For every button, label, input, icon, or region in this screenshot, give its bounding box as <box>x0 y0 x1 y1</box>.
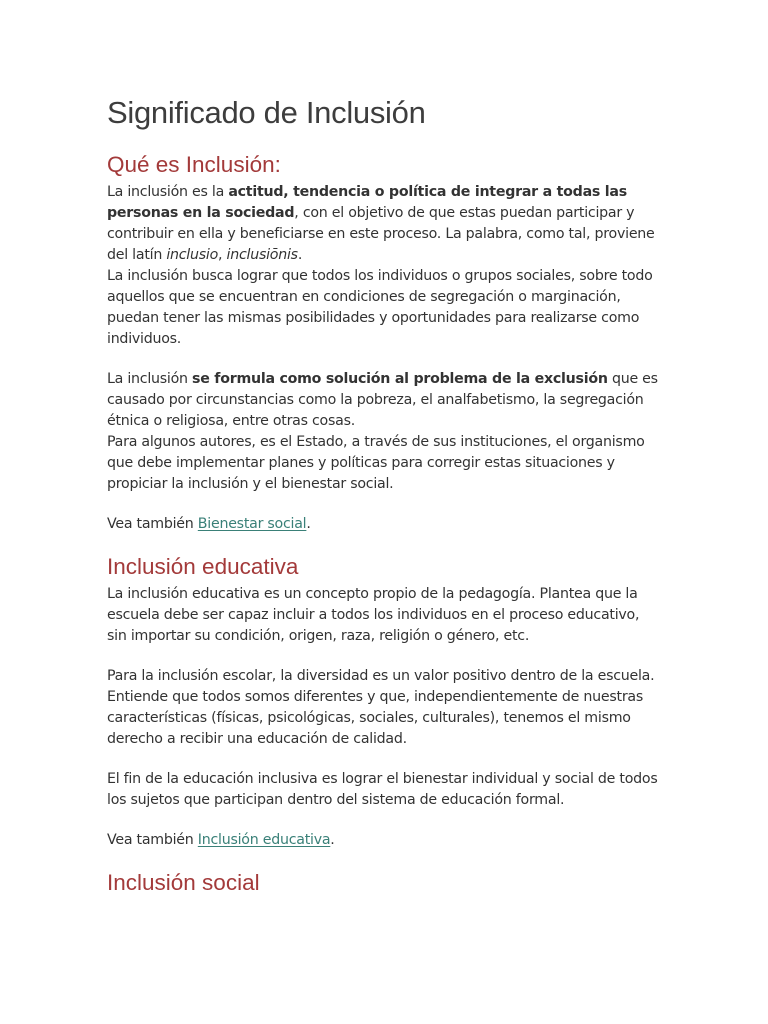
see-also-prefix: Vea también <box>107 516 198 532</box>
paragraph-diversity: Para la inclusión escolar, la diversidad es un valor positivo dentro de la escuela. Entiende que todos somos diferentes y que, independientemente de nuestras características (físicas, psicológicas, sociales, culturales), tenemos el mismo derecho a recibir una educación de calidad. <box>107 668 655 747</box>
article <box>107 93 663 898</box>
section-heading-inclusion-educativa: Inclusión educativa <box>107 554 299 579</box>
page-title: Significado de Inclusión <box>107 95 426 130</box>
paragraph-definition <box>107 182 663 266</box>
see-also <box>107 830 663 851</box>
text: , <box>218 247 227 263</box>
text: La inclusión <box>107 371 193 387</box>
paragraph-solution <box>107 369 663 432</box>
bold-text: actitud, tendencia o política de integrar a todas las personas en la sociedad <box>107 184 627 221</box>
paragraph-purpose: La inclusión busca lograr que todos los individuos o grupos sociales, sobre todo aquellos que se encuentran en condiciones de segregación o marginación, puedan tener las mismas posibilidades y oportunidades para realizarse como individuos. <box>107 268 653 347</box>
italic-text: inclusiōnis <box>226 247 298 263</box>
paragraph-goal: El fin de la educación inclusiva es lograr el bienestar individual y social de todos los sujetos que participan dentro del sistema de educación formal. <box>107 771 658 808</box>
see-also-suffix: . <box>330 832 335 848</box>
paragraph-state: Para algunos autores, es el Estado, a través de sus instituciones, el organismo que debe implementar planes y políticas para corregir estas situaciones y propiciar la inclusión y el bienestar social. <box>107 434 645 492</box>
text: . <box>297 247 303 263</box>
bold-text: se formula como solución al problema de la exclusión <box>192 371 608 387</box>
paragraph-educativa-concept: La inclusión educativa es un concepto propio de la pedagogía. Plantea que la escuela debe ser capaz incluir a todos los individuos en el proceso educativo, sin importar su condición, origen, raza, religión o género, etc. <box>107 586 640 644</box>
see-also <box>107 514 663 535</box>
section-heading-que-es-inclusion: Qué es Inclusión: <box>107 152 281 177</box>
section-heading-inclusion-social: Inclusión social <box>107 870 260 895</box>
link-bienestar-social[interactable]: Bienestar social <box>197 516 307 532</box>
link-inclusion-educativa[interactable]: Inclusión educativa <box>197 832 331 848</box>
text: , con el objetivo de que estas puedan participar y contribuir en ella y beneficiarse en este proceso. La palabra, como tal, proviene del latín <box>107 205 655 263</box>
text: que es causado por circunstancias como la pobreza, el analfabetismo, la segregación étnica o religiosa, entre otras cosas. <box>107 371 658 429</box>
text: La inclusión es la <box>107 184 229 200</box>
see-also-suffix: . <box>306 516 311 532</box>
italic-text: inclusio <box>166 247 219 263</box>
see-also-prefix: Vea también <box>107 832 198 848</box>
